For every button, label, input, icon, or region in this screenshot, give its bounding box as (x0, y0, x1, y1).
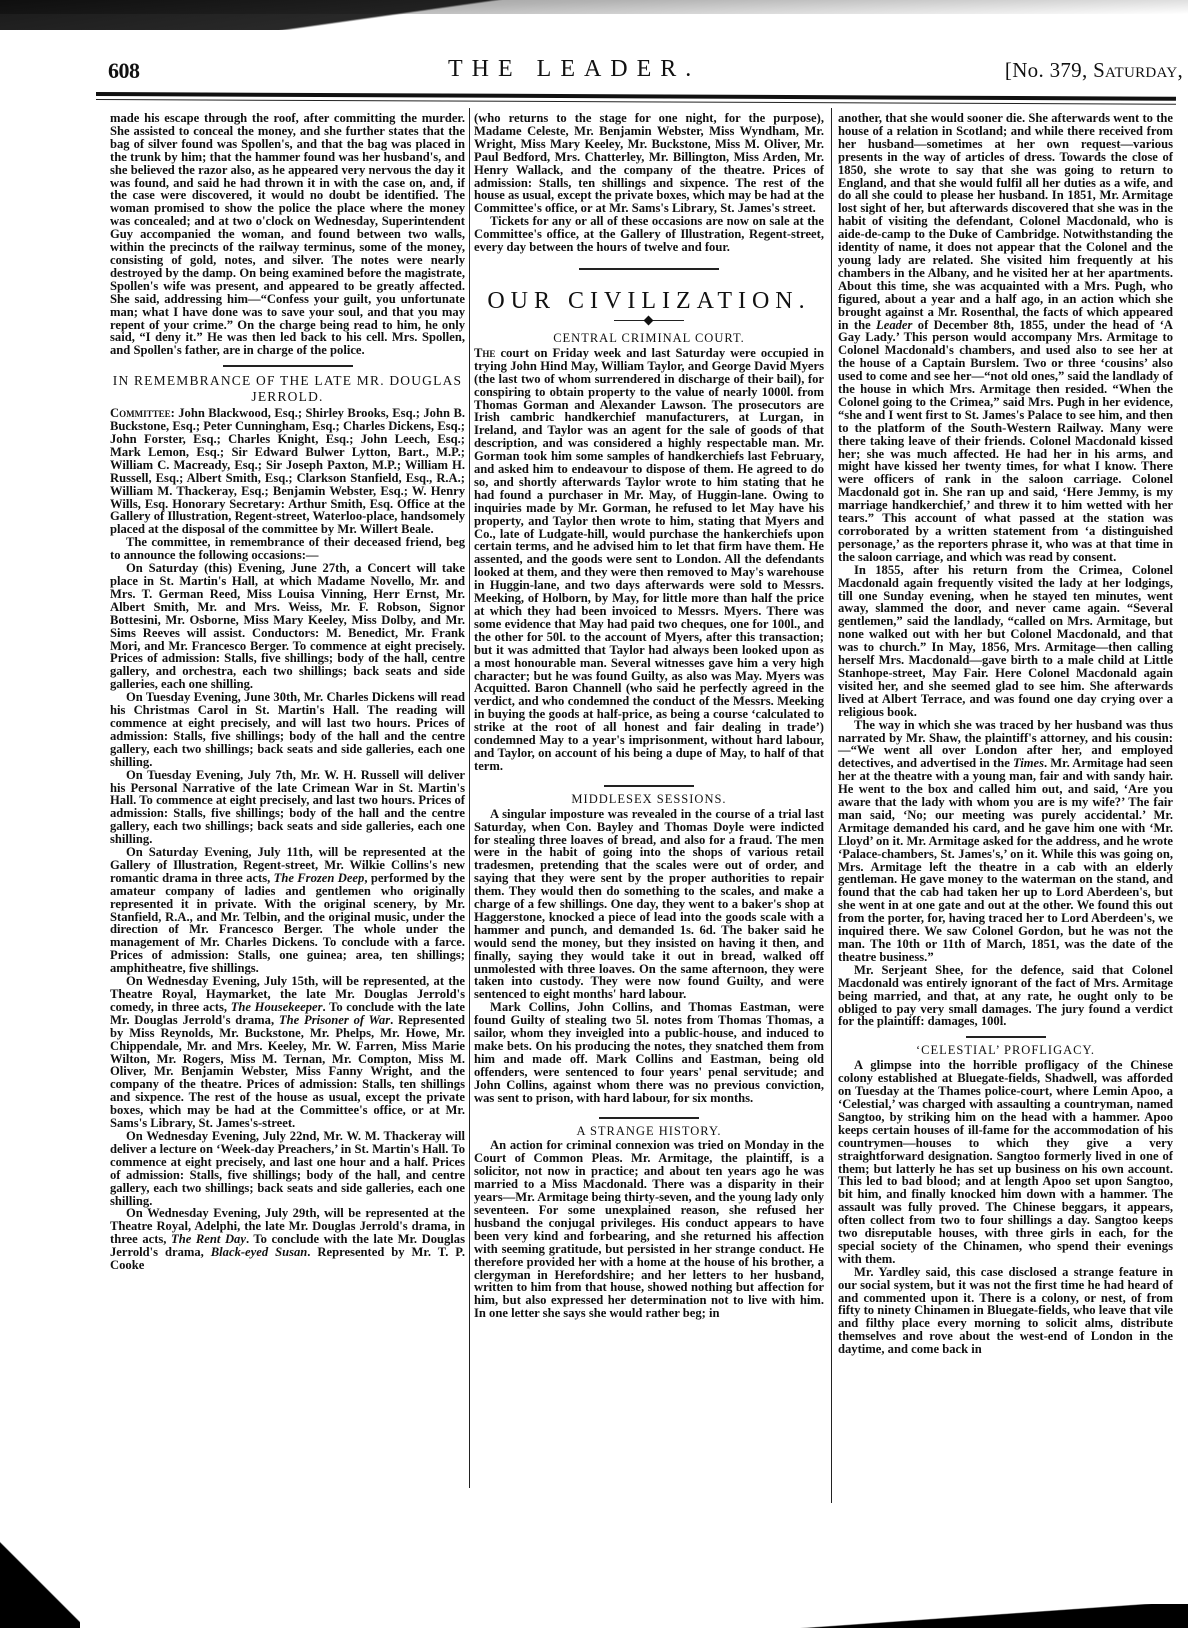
event-july-22: On Wednesday Evening, July 22nd, Mr. W. M. Thackeray will deliver a lecture on ‘Week-day Preachers,’ in St. Martin's Hall. To commence at eight precisely, and last one hour and a half. Prices of admission: Stalls, five shillings; body of the hall, and centre gallery, each two shillings; back seats and side galleries, each one shilling. (110, 1128, 465, 1208)
newspaper-title: THE LEADER. (448, 56, 701, 82)
article-celestial-2: Mr. Yardley said, this case disclosed a strange feature in our social system, but it was not the first time he had heard of and commented upon it. There is a colony, or nest, of from fifty to ninety Chinamen in Bluegate-fields, who leave that vile and filthy place every morning to solicit alms, distribute themselves and rove about the west-end of London in the daytime, and come back in (838, 1264, 1173, 1357)
section-divider (579, 268, 719, 270)
play-title-rent-day: The Rent Day (171, 1232, 246, 1247)
event-july-11 (110, 846, 465, 975)
traced-text-2: . Mr. Armitage had seen her at the theatre with a young man, fair and with sandy hair. He went to the box and called him out, and said, ‘Are you aware that the lady with whom you are is my wife?’ The fair man said, ‘No; our meeting was purely accidental.’ Mr. Armitage demanded his card, and he gave him one with ‘Mr. Lloyd’ on it. Mr. Armitage asked for the address, and he wrote ‘Palace-chambers, St. James's,’ on it. While this was going on, Mrs. Armitage left the theatre in a cab with an elderly gentleman. He gave money to the waterman on the stand, and found that the cab had taken her up to Lord Aberdeen's, but she went in at one gate and out at the other. We found this out from the porter, for, having traced her to Lord Aberdeen's, we inquired there. We saw Colonel Gordon, but he was not the man. The 10th or 11th of March, 1851, was the date of the theatre business.” (838, 756, 1173, 964)
event-july-29-text-3: . Represented by Mr. T. P. Cooke (110, 1245, 465, 1273)
masthead (108, 56, 1183, 86)
traced-text: The way in which she was traced by her husband was thus narrated by Mr. Shaw, the plaintiff's attorney, and his cousin:—“We went all over London after her, and employed detectives, and advertised in the (838, 717, 1173, 771)
page-number: 608 (108, 58, 140, 83)
section-divider (223, 365, 353, 367)
column-2 (474, 112, 824, 1320)
ornament-divider (614, 318, 684, 324)
column-1 (110, 112, 465, 1272)
heading-our-civilization: OUR CIVILIZATION. (487, 287, 811, 314)
event-july-15 (110, 975, 465, 1130)
heading-jerrold-remembrance: IN REMEMBRANCE OF THE LATE MR. DOUGLAS JERROLD. (112, 373, 463, 405)
diamond-icon (644, 316, 654, 326)
article-central-criminal-court (474, 347, 824, 773)
heading-middlesex-sessions: MIDDLESEX SESSIONS. (571, 791, 727, 806)
event-june-27: On Saturday (this) Evening, June 27th, a Concert will take place in St. Martin's Hall, at which Madame Novello, Mr. and Mrs. T. German Reed, Miss Louisa Vinning, Herr Ernst, Mr. Albert Smith, Mr. and Mrs. Weiss, Mr. F. Robson, Signor Bottesini, Mr. Osborne, Miss Mary Keeley, Miss Dolby, and Mr. Sims Reeves will assist. Conductors: M. Benedict, Mr. Frank Mori, and Mr. Francesco Berger. To commence at eight precisely. Prices of admission: Stalls, five shillings; body of the hall, centre gallery, and orchestra, each two shillings; back seats and side galleries, each one shilling. (110, 561, 465, 692)
strange-history-text-2: of December 8th, 1855, under the head of ‘A Gay Lady.’ This person would accompany Mrs. Armitage to Colonel Macdonald's chambers, and used also to see her at the house of a Captain Burslem. Two or three ‘cousins’ also used to come and see her—“not old ones,” said the landlady of the house in which Mrs. Armitage then resided. “When the Colonel going to the Crimea,” said Mrs. Pugh in her evidence, “she and I went first to St. James's Palace to see him, and then to the platform of the South-Western Railway. Many were there taking leave of their friends. Colonel Macdonald kissed her; she was much affected. He had her in his arms, and might have kissed her twenty times, for what I know. There were officers of rank in the saloon carriage. Colonel Macdonald got in. She ran up and said, ‘Here Jemmy, is my marriage handkerchief,’ and threw it to him wetted with her tears.” This account of what passed at the station was corroborated by a written statement from ‘a distinguished personage,’ as the reporters phrase it, who was at that time in the saloon carriage, and which was read by consent. (838, 317, 1173, 564)
heading-celestial-profligacy: ‘CELESTIAL’ PROFLIGACY. (915, 1043, 1096, 1058)
tickets-notice: Tickets for any or all of these occasions are now on sale at the Committee's office, at the Gallery of Illustration, Regent-street, every day between the hours of twelve and four. (474, 214, 824, 255)
strange-history-text: another, that she would sooner die. She afterwards went to the house of a relation in Scotland; and while there received from her husband—sometimes at her own request—various presents in the way of articles of dress. Towards the close of 1850, she wrote to say that she was going to return to England, and that she would fulfil all her duties as a wife, and do all she could to please her husband. In 1851, Mr. Armitage lost sight of her, but afterwards discovered that she was in the habit of visiting the defendant, Colonel Macdonald, who is aide-de-camp to the Duke of Cambridge. Notwithstanding the identity of name, it does not appear that the Colonel and the young lady are related. She visited him frequently at his chambers in the Albany, and he visited her at her apartments. About this time, she was acquainted with a Mrs. Pugh, who figured, about a year and a half ago, in an action which she brought against a Mr. Rosenthal, the facts of which appeared in the (838, 111, 1173, 332)
publication-name-leader: Leader (876, 317, 913, 332)
event-july-29 (110, 1207, 465, 1272)
committee-list (110, 407, 465, 536)
section-divider (604, 785, 694, 787)
lead-word: The (474, 345, 496, 360)
section-divider (966, 1036, 1046, 1038)
event-july-29-text-2: . To conclude with the late Mr. Douglas Jerrold's drama, (110, 1232, 466, 1260)
event-july-15-text-3: . Represented by Miss Reynolds, Mr. Buckstone, Mr. Phelps, Mr. Howe, Mr. Chippendale, Mr. and Mrs. Keeley, Mr. W. Farren, Miss Marie Wilton, Mr. Rogers, Miss M. Ternan, Mr. Compton, Miss M. Oliver, Mr. Benjamin Webster, Miss Fanny Wright, and the company of the theatre. Prices of admission: Stalls, ten shillings and sixpence. The rest of the house as usual, except the private boxes, which may be had at the Committee's office, or at Mr. Sams's Library, St. James's-street. (110, 1012, 465, 1131)
issue-info (1005, 58, 1183, 83)
article-middlesex-1: A singular imposture was revealed in the course of a trial last Saturday, when Con. Bayley and Thomas Doyle were indicted for stealing three loaves of bread, and also for a fraud. The men were in the habit of going into the shops of various retail tradesmen, pretending that the scales were out of order, and saying that they were sent by the proper authorities to repair them. They would then do something to the scales, and make a charge of a few shillings. One day, they went to a baker's shop at Haggerstone, knocked a piece of lead into the goods scale with a hammer and punch, and demanded 1s. 6d. The baker said he would send the money, but they insisted on having it then, and finally, saying they would take it out in bread, walked off unmolested with three loaves. On the same afternoon, they were taken into custody. They were now found Guilty, and were sentenced to eight months' hard labour. (474, 806, 824, 1002)
event-july-29-continued: (who returns to the stage for one night, for the purpose), Madame Celeste, Mr. Benjamin Webster, Miss Wyndham, Mr. Wright, Miss Mary Keeley, Mr. Buckstone, Miss M. Oliver, Mr. Paul Bedford, Mrs. Chatterley, Mr. Billington, Miss Arden, Mr. Henry Wallack, and the company of the theatre. Prices of admission: Stalls, ten shillings and sixpence. The rest of the house as usual, except the private boxes, which may be had at the Committee's office, or at Mr. Sams's Library, St. James's street. (474, 111, 824, 216)
publication-name-times: Times (1012, 756, 1044, 771)
event-july-7: On Tuesday Evening, July 7th, Mr. W. H. Russell will deliver his Personal Narrative of the late Crimean War in St. Martin's Hall. To commence at eight precisely, and last two hours. Prices of admission: Stalls, five shillings; body of the hall and the centre gallery, each two shillings; back seats and side galleries, each one shilling. (110, 767, 465, 847)
article-strange-history: An action for criminal connexion was tried on Monday in the Court of Common Pleas. Mr. Armitage, the plaintiff, is a solicitor, not now in practice; and about ten years ago he was married to a Miss Macdonald. There was a disparity in their years—Mr. Armitage being thirty-seven, and the young lady only seventeen. For some unexplained reason, she refused her husband the conjugal privileges. His conduct appears to have been very kind and forbearing, and she returned his affection with seeming gratitude, but persisted in her strange conduct. He therefore provided her with a home at the house of his brother, a clergyman in Herefordshire; and her letters to her husband, written to him from that house, showed nothing but affection for him, but also expressed her determination not to live with him. In one letter she says she would rather beg; in (474, 1138, 824, 1321)
section-divider (599, 1117, 699, 1119)
announcement-intro: The committee, in remembrance of their deceased friend, beg to announce the following occasions:— (110, 535, 465, 563)
article-ccc-body: court on Friday week and last Saturday were occupied in trying John Hind May, William Taylor, and George David Myers (the last two of whom surrendered in discharge of their bail), for conspiring to obtain property to the value of nearly 1000l. from Thomas Gorman and Alexander Lawson. The prosecutors are Irish cambric handkerchief manufacturers, at Lurgan, in Ireland, and Taylor was an agent for the sale of goods of that description, and was considered a highly respectable man. Mr. Gorman took him some samples of handkerchiefs last February, and asked him to endeavour to dispose of them. He agreed to do so, and shortly afterwards Taylor wrote to him stating that he had found a purchaser in Mr. May, of Huggin-lane. Owing to inquiries made by Mr. Gorman, he refused to let May have his property, and Taylor then wrote to him, stating that Myers and Co., late of Ludgate-hill, would purchase the hankerchiefs upon certain terms, and he advised him to let that firm have them. He assented, and the goods were sent to London. All the defendants looked at them, and they were then removed to May's warehouse in Huggin-lane, and two days afterwards were sold to Messrs. Meeking, of Holborn, by May, for little more than half the price at which they had been invoiced to Messrs. Myers. There was some evidence that May had paid two cheques, one for 100l., and the other for 50l. to the account of Myers, after this transaction; but it was admitted that Taylor had always been looked upon as a most honourable man. Several witnesses gave him a very high character; but he was found Guilty, as also was May. Myers was Acquitted. Baron Channell (who said he perfectly agreed in the verdict, and who condemned the conduct of the Messrs. Meeking in buying the goods at half-price, as being a course ‘calculated to strike at the root of all honest and fair dealing in trade’) condemned May to a year's imprisonment, without hard labour, and Taylor, on account of his being a dupe of May, to half of that term. (474, 345, 824, 773)
article-traced-paragraph (838, 719, 1173, 964)
heading-strange-history: A STRANGE HISTORY. (576, 1123, 722, 1138)
play-title-black-eyed-susan: Black-eyed Susan (210, 1245, 308, 1260)
event-july-11-text-cont: , performed by the amateur company of ladies and gentlemen who originally represented it in private. With the original scenery, by Mr. Stanfield, R.A., and Mr. Telbin, and the original music, under the direction of Mr. Francesco Berger. The whole under the management of Mr. Charles Dickens. To conclude with a farce. Prices of admission: Stalls, one guinea; area, ten shillings; amphitheatre, five shillings. (110, 870, 465, 976)
play-title-prisoner-of-war: The Prisoner of War (278, 1012, 391, 1027)
scan-edge-top (0, 0, 1188, 30)
article-middlesex-2: Mark Collins, John Collins, and Thomas Eastman, were found Guilty of stealing two 5l. notes from Thomas Thomas, a sailor, whom they inveigled into a public-house, and induced to make bets. On his producing the notes, they snatched them from him and made off. Mark Collins and Eastman, being old offenders, were sentenced to four years' penal servitude; and John Collins, against whom there was no previous conviction, was sent to prison, with hard labour, for six months. (474, 1000, 824, 1105)
column-divider-2 (831, 108, 832, 1503)
issue-day: Saturday, (1093, 58, 1183, 82)
event-july-11-text: On Saturday Evening, July 11th, will be represented at the Gallery of Illustration, Regent-street, Mr. Wilkie Collins's new romantic drama in three acts, (110, 845, 465, 885)
play-title-frozen-deep: The Frozen Deep (273, 870, 365, 885)
article-verdict-paragraph: Mr. Serjeant Shee, for the defence, said that Colonel Macdonald was entirely ignorant of the fact of Mrs. Armitage being married, and that, at any rate, he ought only to be obliged to pay very small damages. The jury found a verdict for the plaintiff: damages, 100l. (838, 962, 1173, 1029)
article-spollen-continued: made his escape through the roof, after committing the murder. She assisted to conceal the money, and she further states that the bag of silver found was Spollen's, and that the bag was placed in the trunk by him; that the hammer found was her husband's, and she believed the razor also, as he appeared very nervous the day it was found, and said he had thrown it in with the case on, and, if the case were discovered, it would no doubt be identified. The woman promised to show the police the place where the money was concealed; and at two o'clock on Wednesday, Superintendent Guy accompanied the woman, and found between two walls, within the precincts of the railway terminus, some of the money, consisting of gold, notes, and silver. The notes were nearly destroyed by the damp. On being examined before the magistrate, Spollen's wife was present, and appeared to be greatly affected. She said, addressing him—“Confess your guilt, you unfortunate man; what I have done was to save your soul, and that you may repent of your crime.” On the charge being read to him, he only said, “I deny it.” He was then led back to his cell. Mrs. Spollen, and Spollen's father, are in charge of the police. (110, 111, 465, 358)
play-title-housekeeper: The Housekeeper (230, 999, 323, 1014)
column-3 (838, 112, 1173, 1356)
scan-corner-bottom-left (0, 1538, 80, 1628)
event-june-30: On Tuesday Evening, June 30th, Mr. Charles Dickens will read his Christmas Carol in St. Martin's Hall. The reading will commence at eight precisely, and will last two hours. Prices of admission: Stalls, five shillings; body of the hall and the centre gallery, each two shillings; back seats and side galleries, each one shilling. (110, 690, 465, 769)
committee-names: John Blackwood, Esq.; Shirley Brooks, Esq.; John B. Buckstone, Esq.; Peter Cunningham, Esq.; Charles Dickens, Esq.; John Forster, Esq.; Charles Knight, Esq.; John Leech, Esq.; Mark Lemon, Esq.; Sir Edward Bulwer Lytton, Bart., M.P.; William C. Macready, Esq.; Sir Joseph Paxton, M.P.; William H. Russell, Esq.; Albert Smith, Esq.; Clarkson Stanfield, Esq., R.A.; William M. Thackeray, Esq.; Benjamin Webster, Esq.; W. Henry Wills, Esq. Honorary Secretary: Arthur Smith, Esq. Office at the Gallery of Illustration, Regent-street, Waterloo-place, handsomely placed at the disposal of the committee by Mr. Willert Beale. (110, 406, 465, 537)
column-divider-1 (469, 108, 470, 1488)
article-1855-paragraph: In 1855, after his return from the Crimea, Colonel Macdonald again frequently visited the lady at her lodgings, till one Sunday evening, when he stayed ten minutes, went away, slammed the door, and never came again. “Several gentlemen,” said the landlady, “called on Mrs. Armitage, but none walked out with her but Colonel Macdonald, and that was to church.” In May, 1856, Mrs. Armitage—then calling herself Mrs. Macdonald—gave birth to a male child at Little Stanhope-street, May Fair. Here Colonel Macdonald again visited her, and she seemed glad to see him. She afterwards lived at Albert Terrace, and was found one day crying over a religious book. (838, 562, 1173, 719)
event-july-29-text: On Wednesday Evening, July 29th, will be represented at the Theatre Royal, Adelphi, the late Mr. Douglas Jerrold's drama, in three acts, (110, 1206, 465, 1247)
article-strange-history-continued (838, 112, 1173, 564)
scan-corner-bottom-right (748, 1604, 1188, 1628)
event-july-15-text-2: . To conclude with the late Mr. Douglas Jerrold's drama, (110, 999, 465, 1027)
heading-central-criminal-court: CENTRAL CRIMINAL COURT. (553, 330, 745, 345)
issue-number: [No. 379, (1004, 58, 1094, 82)
event-july-15-text: On Wednesday Evening, July 15th, will be represented, at the Theatre Royal, Haymarket, the late Mr. Douglas Jerrold's comedy, in three acts, (110, 974, 465, 1014)
committee-label: Committee: (110, 406, 175, 421)
article-celestial-1: A glimpse into the horrible profligacy of the Chinese colony established at Bluegate-fields, Shadwell, was afforded on Tuesday at the Thames police-court, where Lemin Apoo, a ‘Celestial,’ was charged with assaulting a countryman, named Sangtoo, by striking him on the head with a hammer. Apoo keeps certain houses of ill-fame for the accommodation of his countrymen—houses to which they give a very straightforward designation. Sangtoo formerly lived in one of them; but latterly he has set up business on his own account. This led to bad blood; and at length Apoo set upon Sangtoo, bit him, and finally knocked him down with a hammer. The assault was fully proved. The Chinese beggars, it appears, often collect from two to four shillings a day. Sangtoo keeps two disreputable houses, with three girls in each, for the special society of the Chinamen, who spend their evenings with them. (838, 1058, 1173, 1266)
